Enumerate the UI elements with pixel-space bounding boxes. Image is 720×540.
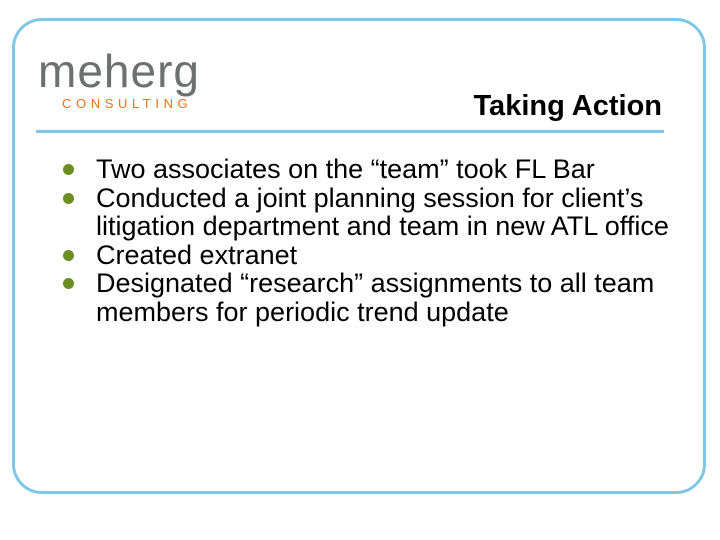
bullet-dot-icon [63,250,74,261]
slide-title: Taking Action [473,90,662,122]
logo-name: meherg [38,45,200,97]
company-logo [38,45,200,111]
bullet-text: Designated “research” assignments to all team members for periodic trend update [96,268,655,327]
bullet-text: Conducted a joint planning session for client’s litigation department and team in new ATL office [96,182,669,241]
bullet-text: Two associates on the “team” took FL Bar [96,154,595,184]
bullet-item [60,241,670,270]
bullet-list [60,155,670,326]
bullet-text: Created extranet [96,239,298,270]
bullet-item [60,269,670,326]
bullet-dot-icon [63,193,74,204]
bullet-dot-icon [63,164,74,175]
logo-tagline: CONSULTING [62,96,193,111]
bullet-dot-icon [63,278,74,289]
bullet-item [60,155,670,184]
title-divider [36,130,664,133]
bullet-item [60,184,670,241]
